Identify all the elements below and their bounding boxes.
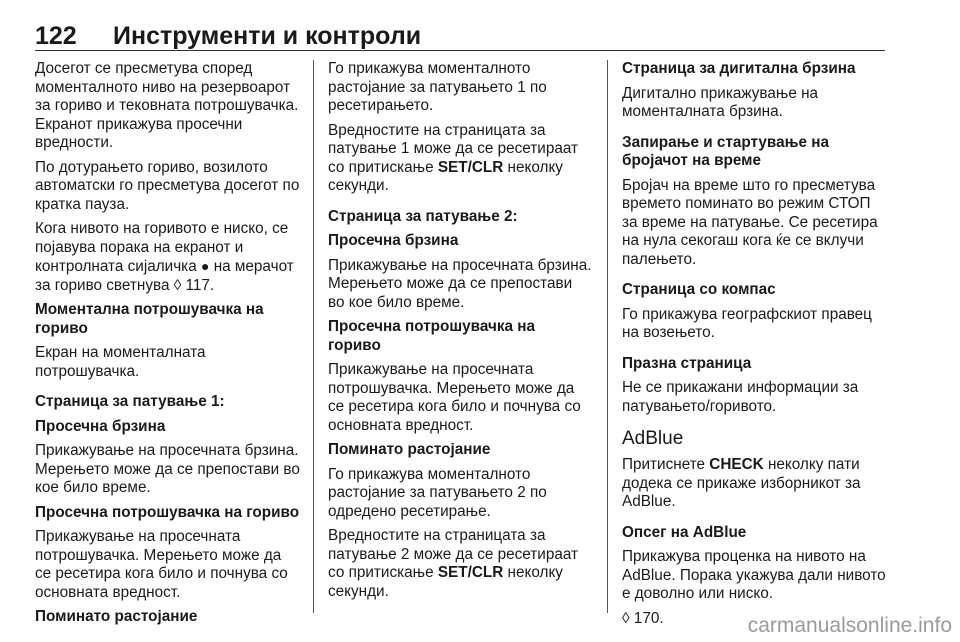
paragraph [328, 122, 592, 196]
header-rule [35, 50, 885, 51]
paragraph [622, 456, 890, 512]
subheading: Страница за дигитална брзина [622, 60, 856, 77]
paragraph: Прикажување на просечната потрошувачка. Мерењето може да се ресетира кога било и почнува со основната вредност. [328, 361, 581, 434]
subheading: Страница за патување 1: [35, 393, 225, 410]
paragraph: Бројач на време што го пресметува времето поминато во режим СТОП за време на патување. Се ресетира на нула секогаш кога ќе се вклучи палењето. [622, 176, 878, 268]
subheading: Празна страница [622, 354, 752, 372]
column-divider-1 [313, 60, 314, 613]
paragraph [328, 527, 592, 601]
subheading: Просечна брзина [35, 417, 166, 435]
section-heading: AdBlue [622, 428, 684, 449]
subheading: Поминато растојание [328, 441, 491, 458]
key-label: SET/CLR [437, 564, 504, 581]
text: неколку секунди. [328, 564, 563, 600]
paragraph: Дигитално прикажување на моменталната брзина. [622, 84, 819, 120]
paragraph: Го прикажува моменталното растојание за патувањето 1 по ресетирањето. [328, 60, 547, 114]
paragraph: Прикажување на просечната брзина. Мерењето може да се препостави во кое било време. [328, 256, 592, 311]
column-3 [622, 60, 890, 634]
paragraph: Досегот се пресметува според моменталното ниво на резервоарот за гориво и тековната потрошувачка. Екранот прикажува просечни вредности. [35, 60, 299, 151]
subheading: Просечна потрошувачка на гориво [35, 503, 300, 521]
watermark: carmanualsonline.info [747, 614, 952, 637]
chapter-title: Инструменти и контроли [113, 22, 422, 50]
text: Кога нивото на горивото е ниско, се појавува порака на екранот и контролната сијаличка [35, 220, 289, 275]
subheading: Запирање и стартување на бројачот на време [622, 133, 829, 169]
paragraph: Прикажува проценка на нивото на AdBlue. Порака укажува дали нивото е доволно или ниско. [622, 548, 886, 602]
key-label: SET/CLR [437, 158, 504, 176]
column-divider-2 [607, 60, 608, 613]
warning-light-icon: ● [200, 258, 210, 274]
subheading: Опсег на AdBlue [622, 523, 747, 541]
page-header [35, 22, 885, 52]
text: Притиснете [622, 456, 706, 473]
paragraph [35, 220, 301, 295]
column-2 [328, 60, 592, 607]
text: Вредностите на страницата за патување 2 може да се ресетираат со притискање [328, 527, 579, 581]
subheading: Страница со компас [622, 281, 776, 298]
page-number: 122 [35, 22, 77, 50]
text: неколку секунди. [328, 158, 563, 194]
paragraph: Не се прикажани информации за патувањето/горивото. [622, 379, 859, 415]
paragraph: По дотурањето гориво, возилото автоматски го пресметува досегот по кратка пауза. [35, 158, 300, 213]
text: неколку пати додека се прикаже изборникот за AdBlue. [622, 456, 861, 510]
text: на мерачот за гориво светнува [35, 258, 294, 294]
column-1 [35, 60, 301, 633]
text: Вредностите на страницата за патување 1 може да се ресетираат со притискање [328, 121, 579, 176]
subheading: Просечна брзина [328, 232, 459, 249]
key-label: CHECK [709, 456, 764, 473]
subheading: Моментална потрошувачка на гориво [35, 301, 264, 337]
subheading: Поминато растојание [35, 608, 198, 625]
page-reference-link[interactable]: ◊ 117. [173, 276, 215, 294]
subheading: Страница за патување 2: [328, 207, 518, 225]
page-reference-link[interactable]: ◊ 170. [622, 609, 664, 627]
paragraph: Прикажување на просечната потрошувачка. Мерењето може да се ресетира кога било и почнува со основната вредност. [35, 528, 288, 601]
paragraph: Го прикажува географскиот правец на возењето. [622, 305, 872, 341]
subheading: Просечна потрошувачка на гориво [328, 318, 536, 354]
paragraph: Екран на моменталната потрошувачка. [35, 344, 206, 380]
paragraph: Го прикажува моменталното растојание за патувањето 2 по одредено ресетирање. [328, 465, 547, 520]
paragraph: Прикажување на просечната брзина. Мерењето може да се препостави во кое било време. [35, 442, 300, 496]
